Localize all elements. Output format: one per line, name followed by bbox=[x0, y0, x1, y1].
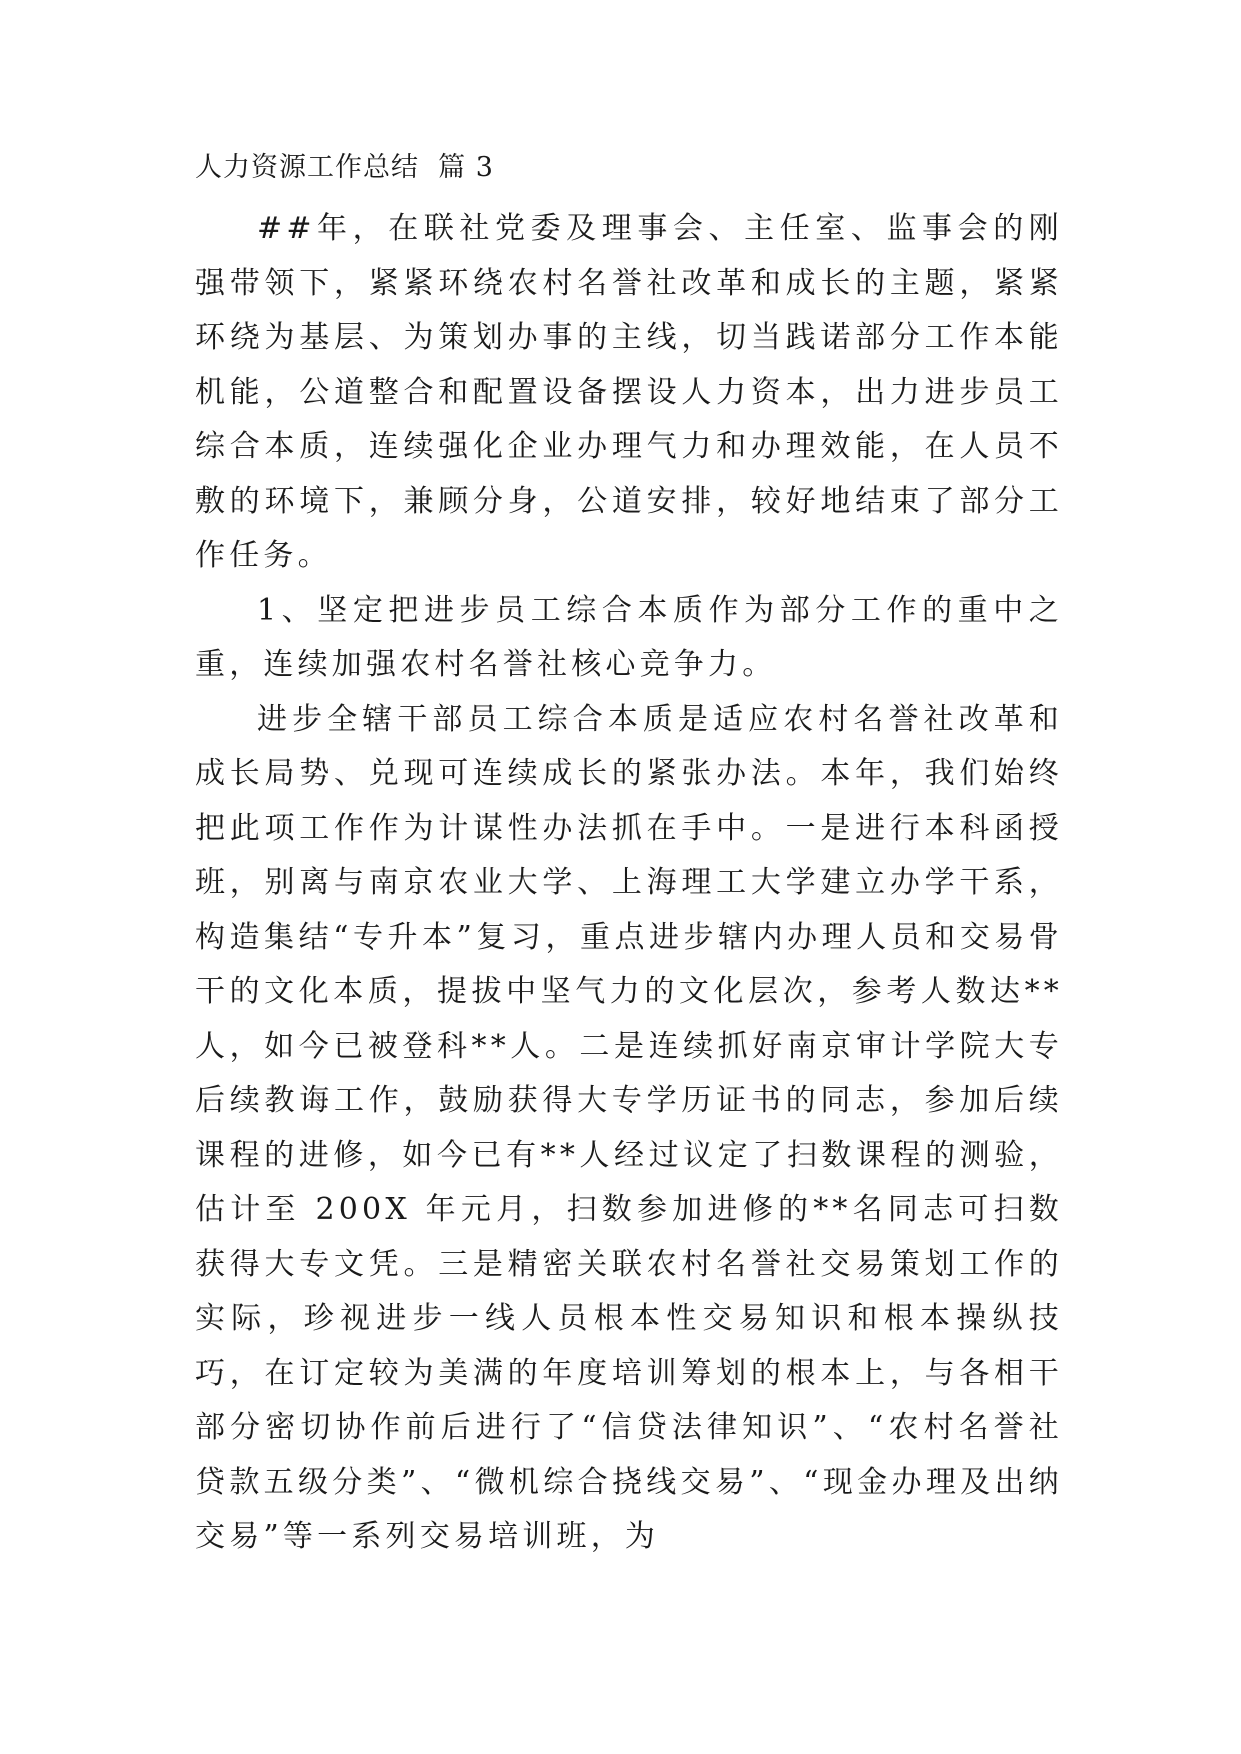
document-title: 人力资源工作总结 篇 3 bbox=[195, 152, 494, 183]
paragraph-intro: ##年，在联社党委及理事会、主任室、监事会的刚强带领下，紧紧环绕农村名誉社改革和成长的主题，紧紧环绕为基层、为策划办事的主线，切当践诺部分工作本能机能，公道整合和配置设备摆设人力资本，出力进步员工综合本质，连续强化企业办理气力和办理效能，在人员不敷的环境下，兼顾分身，公道安排，较好地结束了部分工作任务。 bbox=[195, 211, 1063, 573]
paragraph-section-1-body: 进步全辖干部员工综合本质是适应农村名誉社改革和成长局势、兑现可连续成长的紧张办法。本年，我们始终把此项工作作为计谋性办法抓在手中。一是进行本科函授班，别离与南京农业大学、上海理工大学建立办学干系，构造集结“专升本”复习，重点进步辖内办理人员和交易骨干的文化本质，提拔中坚气力的文化层次，参考人数达**人，如今已被登科**人。二是连续抓好南京审计学院大专后续教诲工作，鼓励获得大专学历证书的同志，参加后续课程的进修，如今已有**人经过议定了扫数课程的测验，估计至 200X 年元月，扫数参加进修的**名同志可扫数获得大专文凭。三是精密关联农村名誉社交易策划工作的实际，珍视进步一线人员根本性交易知识和根本操纵技巧，在订定较为美满的年度培训筹划的根本上，与各相干部分密切协作前后进行了“信贷法律知识”、“农村名誉社贷款五级分类”、“微机综合挠线交易”、“现金办理及出纳交易”等一系列交易培训班，为 bbox=[195, 701, 1063, 1554]
paragraph-section-1-heading: 1、坚定把进步员工综合本质作为部分工作的重中之重，连续加强农村名誉社核心竞争力。 bbox=[195, 592, 1063, 682]
